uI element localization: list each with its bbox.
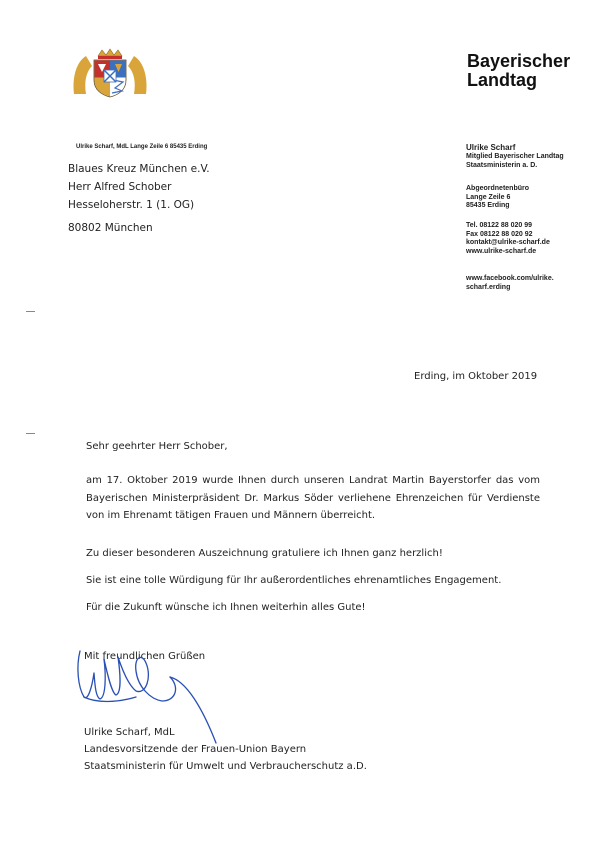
sender-name-block xyxy=(466,143,564,170)
sender-name: Ulrike Scharf xyxy=(466,143,516,152)
signature-block xyxy=(84,724,367,775)
contact-email: kontakt@ulrike-scharf.de xyxy=(466,239,550,246)
letter-date: Erding, im Oktober 2019 xyxy=(414,371,538,382)
sender-return-address: Ulrike Scharf, MdL Lange Zeile 6 85435 Erding xyxy=(76,144,208,150)
office-street: Lange Zeile 6 xyxy=(466,193,511,201)
paragraph-4: Für die Zukunft wünsche ich Ihnen weiterhin alles Gute! xyxy=(86,602,366,613)
office-zip-city: 85435 Erding xyxy=(466,202,510,209)
recipient-city: 80802 München xyxy=(68,222,153,234)
contact-tel: Tel. 08122 88 020 99 xyxy=(466,222,533,229)
paragraph-3: Sie ist eine tolle Würdigung für Ihr außerordentliches ehrenamtliches Engagement. xyxy=(86,575,502,586)
signer-role1: Landesvorsitzende der Frauen-Union Bayern xyxy=(84,744,307,755)
facebook-line1: www.facebook.com/ulrike. xyxy=(466,275,554,282)
sender-title1: Mitglied Bayerischer Landtag xyxy=(466,153,564,160)
organization-name xyxy=(467,52,570,90)
fold-mark xyxy=(26,433,35,434)
social-block xyxy=(466,275,554,292)
office-address-block xyxy=(466,185,529,211)
office-label: Abgeordnetenbüro xyxy=(466,185,529,192)
facebook-line2: scharf.erding xyxy=(466,283,511,291)
signer-role2: Staatsministerin für Umwelt und Verbraucherschutz a.D. xyxy=(84,761,367,772)
signer-name: Ulrike Scharf, MdL xyxy=(84,727,175,738)
closing-phrase: Mit freundlichen Grüßen xyxy=(84,651,206,662)
recipient-line3: Hesseloherstr. 1 (1. OG) xyxy=(68,199,195,211)
recipient-line1: Blaues Kreuz München e.V. xyxy=(68,163,210,175)
salutation: Sehr geehrter Herr Schober, xyxy=(86,441,228,452)
paragraph-2: Zu dieser besonderen Auszeichnung gratuliere ich Ihnen ganz herzlich! xyxy=(86,548,443,559)
contact-fax: Fax 08122 88 020 92 xyxy=(466,230,533,238)
paragraph-1: am 17. Oktober 2019 wurde Ihnen durch unseren Landrat Martin Bayerstorfer das vom Bayerischen Ministerpräsident Dr. Markus Söder verliehene Ehrenzeichen für Verdienste von im Ehrenamt tätigen Frauen und Männern überreicht. xyxy=(86,475,540,521)
recipient-line2: Herr Alfred Schober xyxy=(68,181,172,193)
bavarian-coat-of-arms-icon xyxy=(70,48,150,98)
organization-name-line1: Bayerischer xyxy=(467,51,571,71)
organization-name-line2: Landtag xyxy=(467,70,537,90)
contact-web: www.ulrike-scharf.de xyxy=(466,247,537,255)
contact-block xyxy=(466,222,550,256)
fold-mark xyxy=(26,311,35,312)
sender-title2: Staatsministerin a. D. xyxy=(466,161,538,169)
recipient-address xyxy=(68,160,210,214)
